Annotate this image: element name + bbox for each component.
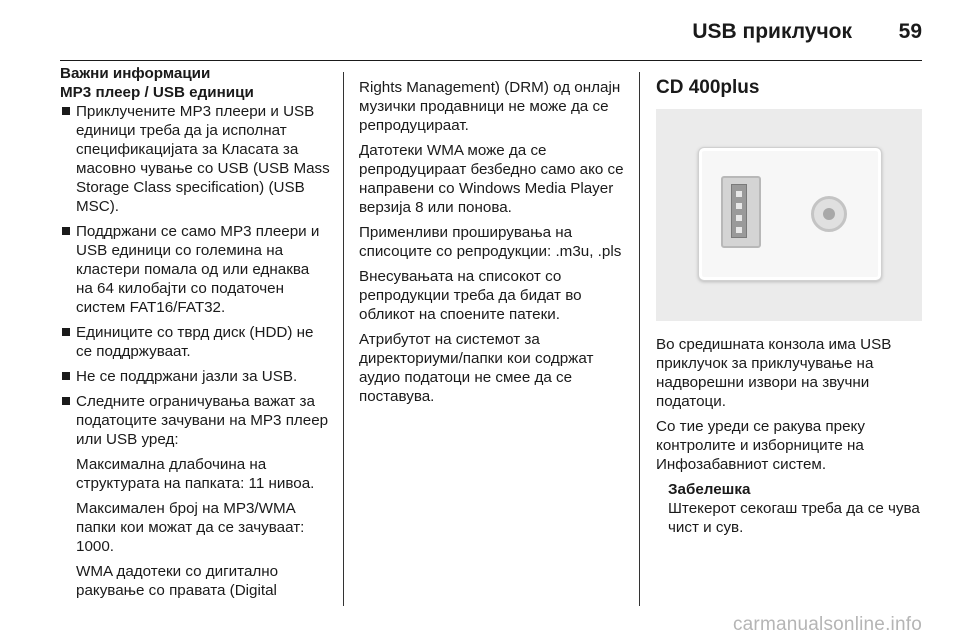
bullet-item: Следните ограничувања важат за податоците зачувани на MP3 плеер или USB уред:	[60, 392, 330, 449]
column-3	[656, 78, 922, 543]
paragraph: Применливи проширувања на списоците со репродукции: .m3u, .pls	[359, 224, 622, 260]
bullet-subtext: WMA дадотеки со дигитално ракување со правата (Digital	[76, 563, 279, 599]
section-subheading: MP3 плеер / USB единици	[60, 84, 254, 101]
usb-pin	[736, 227, 742, 233]
usb-port-image	[656, 109, 922, 321]
usb-port-icon	[721, 176, 761, 248]
note-block	[656, 480, 922, 537]
usb-connector	[731, 184, 747, 238]
bullet-item: Не се поддржани јазли за USB.	[60, 367, 330, 386]
bullet-item: Поддржани се само MP3 плеери и USB единици со големина на кластери помала од или еднаква на 64 килобајти со податочен систем FAT16/FAT32.	[60, 222, 330, 317]
column-divider-1	[343, 72, 344, 606]
paragraph: Датотеки WMA може да се репродуцираат безбедно само ако се направени со Windows Media Player верзија 8 или понова.	[359, 142, 624, 216]
watermark: carmanualsonline.info	[732, 614, 922, 635]
aux-jack-icon	[811, 196, 847, 232]
bullet-subtext: Максимален број на MP3/WMA папки кои можат да се зачуваат: 1000.	[76, 500, 305, 555]
console-panel	[698, 147, 882, 281]
page-number: 59	[898, 20, 922, 43]
header-title: USB приклучок	[692, 20, 852, 43]
paragraph: Во средишната конзола има USB приклучок за приклучување на надворешни извори на звучни податоци.	[656, 336, 892, 410]
note-text: Штекерот секогаш треба да се чува чист и сув.	[668, 500, 920, 536]
column-1	[60, 64, 330, 606]
aux-jack-hole	[823, 208, 835, 220]
bullet-item: Приклучените MP3 плеери и USB единици треба да ја исполнат спецификацијата за Класата за масовно чување со USB (USB Mass Storage Class specification) (USB MSC).	[60, 102, 330, 216]
header-rule	[60, 60, 922, 61]
note-heading: Забелешка	[668, 481, 751, 498]
paragraph: Атрибутот на системот за директориуми/папки кои содржат аудио податоци не смее да се поставува.	[359, 331, 594, 405]
paragraph: Внесувањата на списокот со репродукции треба да бидат во обликот на споените патеки.	[359, 268, 582, 323]
bullet-subtext: Максимална длабочина на структурата на папката: 11 нивоа.	[76, 456, 315, 492]
column-2	[359, 78, 627, 412]
usb-pin	[736, 203, 742, 209]
column-divider-2	[639, 72, 640, 606]
usb-pin	[736, 191, 742, 197]
paragraph: Со тие уреди се ракува преку контролите и изборниците на Инфозабавниот систем.	[656, 418, 865, 473]
cd-section-title: CD 400plus	[656, 77, 760, 98]
section-heading: Важни информации	[60, 65, 211, 82]
paragraph: Rights Management) (DRM) од онлајн музички продавници не може да се репродуцираат.	[359, 79, 621, 134]
usb-pin	[736, 215, 742, 221]
bullet-item: Единиците со тврд диск (HDD) не се поддржуваат.	[60, 323, 330, 361]
